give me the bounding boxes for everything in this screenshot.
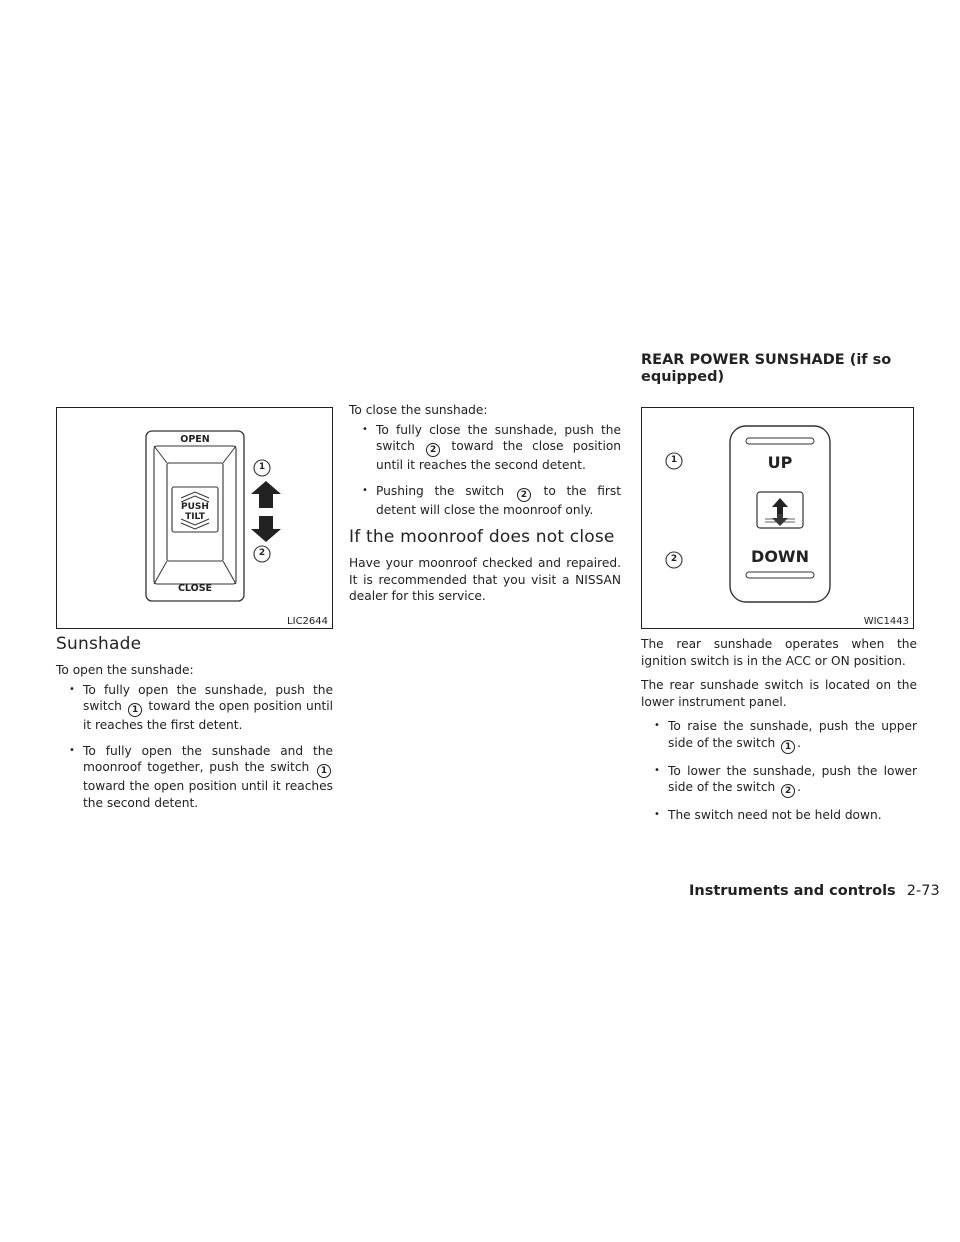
list-item: • To fully close the sunshade, push the switch 2 toward the close position until it reaches the second detent.: [349, 422, 621, 474]
callout-1-icon: 1: [317, 764, 331, 778]
rear-sunshade-heading: REAR POWER SUNSHADE (if so equipped): [641, 352, 892, 385]
moonroof-text: Have your moonroof checked and repaired. It is recommended that you visit a NISSAN dealer for this service.: [349, 556, 621, 603]
down-label: DOWN: [751, 547, 809, 566]
footer-section: Instruments and controls: [689, 883, 896, 899]
callout-2-icon: 2: [781, 784, 795, 798]
callout-1-icon: 1: [128, 703, 142, 717]
rear-switch-figure: [641, 407, 914, 629]
page-footer: [689, 880, 940, 899]
sunshade-open-list: [56, 682, 333, 812]
up-down-arrow-icon: [765, 498, 795, 526]
moonroof-switch-figure: [56, 407, 333, 629]
down-arrow-icon: [251, 516, 281, 542]
list-item: • To raise the sunshade, push the upper side of the switch 1 .: [641, 718, 917, 754]
sunshade-section: [56, 634, 333, 820]
sunshade-heading: Sunshade: [56, 634, 142, 654]
callout-1: 1: [670, 455, 678, 465]
list-item: • To lower the sunshade, push the lower side of the switch 2 .: [641, 763, 917, 799]
rear-switch-illustration: [642, 408, 913, 628]
rear-p1: The rear sunshade operates when the ignition switch is in the ACC or ON position.: [641, 637, 917, 668]
callout-1-icon: 1: [781, 740, 795, 754]
push-label: PUSH: [181, 502, 209, 512]
sunshade-close-list: [349, 422, 621, 519]
up-arrow-icon: [251, 481, 281, 508]
callout-2-icon: 2: [426, 443, 440, 457]
list-item: • Pushing the switch 2 to the first detent will close the moonroof only.: [349, 483, 621, 519]
rear-sunshade-list: [641, 718, 917, 824]
rear-sunshade-section: [641, 636, 917, 833]
up-label: UP: [767, 453, 793, 472]
figure-code: WIC1443: [863, 616, 909, 627]
callout-2: 2: [258, 548, 266, 558]
close-intro: To close the sunshade:: [349, 403, 488, 417]
moonroof-heading: If the moonroof does not close: [349, 527, 615, 547]
close-label: CLOSE: [177, 583, 213, 594]
open-label: OPEN: [180, 434, 210, 445]
page-number: 2-73: [906, 883, 940, 899]
list-item: • To fully open the sunshade and the moonroof together, push the switch 1 toward the open position until it reaches the second detent.: [56, 743, 333, 812]
figure-code: LIC2644: [287, 616, 328, 627]
close-section: [349, 402, 621, 605]
rear-p2: The rear sunshade switch is located on the lower instrument panel.: [641, 678, 917, 709]
callout-1: 1: [258, 462, 266, 472]
rear-heading-block: [641, 352, 921, 386]
list-item: • The switch need not be held down.: [641, 807, 917, 824]
list-item: • To fully open the sunshade, push the switch 1 toward the open position until it reaches the first detent.: [56, 682, 333, 734]
callout-2: 2: [670, 554, 678, 564]
tilt-label: TILT: [185, 512, 205, 522]
sunshade-intro: To open the sunshade:: [56, 663, 194, 677]
callout-2-icon: 2: [517, 488, 531, 502]
